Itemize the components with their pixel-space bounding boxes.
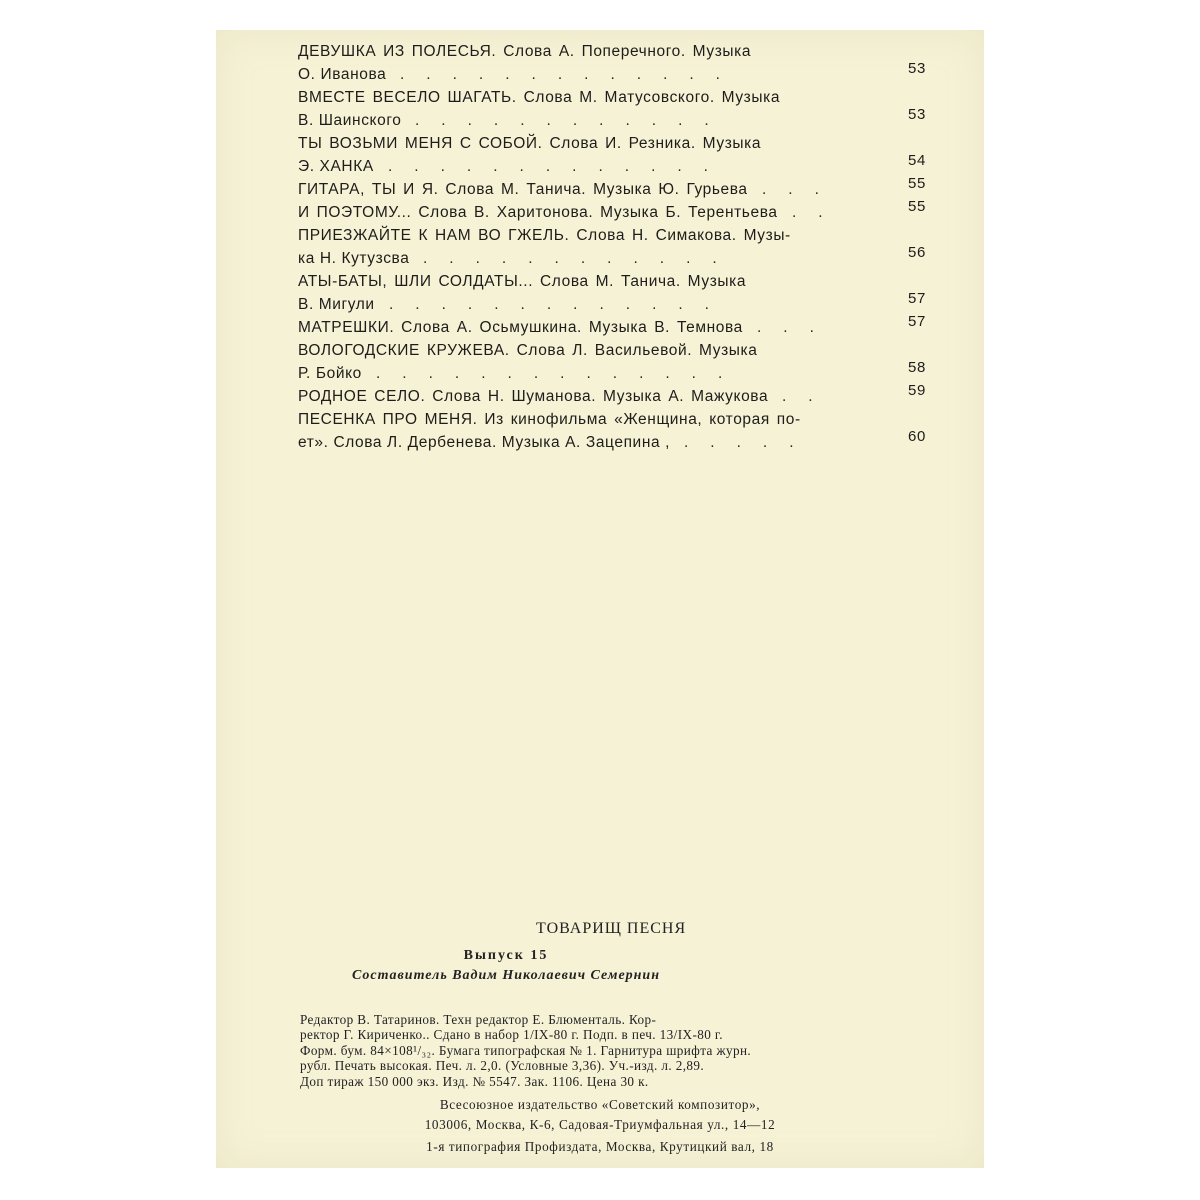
publisher-address: 103006, Москва, К-6, Садовая-Триумфальная ул., 14—12 — [424, 1117, 776, 1132]
toc-entry — [298, 132, 998, 178]
dot-leader: ... — [762, 181, 841, 198]
toc-page-number: 56 — [908, 244, 926, 261]
toc-entry-continuation: В. Шаинского ............ — [298, 109, 998, 132]
imprint-line: Редактор В. Татаринов. Техн редактор Е. Блюменталь. Кор- — [300, 1012, 657, 1027]
imprint-line: Форм. бум. 84×108¹/₃₂. Бумага типографская № 1. Гарнитура шрифта журн. — [300, 1042, 752, 1058]
toc-entry — [298, 224, 998, 270]
toc-entry-title: МАТРЕШКИ. Слова А. Осьмушкина. Музыка В. Темнова ... — [298, 316, 998, 339]
toc-entry — [298, 382, 998, 408]
toc-entry-continuation: Р. Бойко .............. — [298, 362, 998, 385]
toc-entry-title: И ПОЭТОМУ... Слова В. Харитонова. Музыка Б. Терентьева .. — [298, 201, 998, 224]
toc-entry — [298, 313, 998, 339]
toc-entry — [298, 175, 998, 201]
toc-entry-title: ГИТАРА, ТЫ И Я. Слова М. Танича. Музыка Ю. Гурьева ... — [298, 178, 998, 201]
toc-entry-continuation: Э. ХАНКА ............. — [298, 155, 998, 178]
toc-entry-title: ВМЕСТЕ ВЕСЕЛО ШАГАТЬ. Слова М. Матусовского. Музыка — [298, 89, 781, 106]
toc-page-number: 53 — [908, 60, 926, 77]
table-of-contents — [298, 40, 998, 454]
book-page — [216, 30, 984, 1168]
toc-page-number: 58 — [908, 359, 926, 376]
toc-page-number: 55 — [908, 198, 926, 215]
dot-leader: ............. — [400, 66, 742, 83]
toc-page-number: 53 — [908, 106, 926, 123]
dot-leader: .. — [782, 388, 835, 405]
toc-page-number: 57 — [908, 313, 926, 330]
toc-entry-title: РОДНОЕ СЕЛО. Слова Н. Шуманова. Музыка А. Мажукова .. — [298, 385, 998, 408]
toc-entry — [298, 40, 998, 86]
toc-entry-title: ПРИЕЗЖАЙТЕ К НАМ ВО ГЖЕЛЬ. Слова Н. Симакова. Музы- — [298, 227, 791, 244]
dot-leader: ............. — [389, 296, 731, 313]
dot-leader: .............. — [376, 365, 745, 382]
toc-entry-title: ДЕВУШКА ИЗ ПОЛЕСЬЯ. Слова А. Поперечного. Музыка — [298, 43, 752, 60]
toc-entry-title: АТЫ-БАТЫ, ШЛИ СОЛДАТЫ... Слова М. Танича. Музыка — [298, 273, 747, 290]
toc-entry — [298, 408, 998, 454]
toc-page-number: 60 — [908, 428, 926, 445]
toc-entry — [298, 86, 998, 132]
toc-entry — [298, 270, 998, 316]
toc-page-number: 54 — [908, 152, 926, 169]
publisher-name: Всесоюзное издательство «Советский композитор», — [439, 1097, 761, 1112]
dot-leader: ............. — [388, 158, 730, 175]
issue-number: Выпуск 15 — [463, 948, 549, 963]
dot-leader: ... — [757, 319, 836, 336]
toc-entry-title: ВОЛОГОДСКИЕ КРУЖЕВА. Слова Л. Васильевой. Музыка — [298, 342, 758, 359]
imprint-details — [300, 1012, 900, 1089]
toc-page-number: 55 — [908, 175, 926, 192]
toc-entry-title: ПЕСЕНКА ПРО МЕНЯ. Из кинофильма «Женщина, которая по- — [298, 411, 801, 428]
toc-entry — [298, 198, 998, 224]
dot-leader: ............ — [415, 112, 731, 129]
printing-house: 1-я типография Профиздата, Москва, Крутицкий вал, 18 — [426, 1139, 774, 1154]
dot-leader: ..... — [684, 434, 816, 451]
compiler-line: Составитель Вадим Николаевич Семернин — [351, 968, 660, 983]
imprint-line: Доп тираж 150 000 экз. Изд. № 5547. Зак. 1106. Цена 30 к. — [300, 1073, 649, 1089]
toc-entry-title: ТЫ ВОЗЬМИ МЕНЯ С СОБОЙ. Слова И. Резника. Музыка — [298, 135, 762, 152]
toc-page-number: 57 — [908, 290, 926, 307]
toc-entry-continuation: В. Мигули ............. — [298, 293, 998, 316]
dot-leader: ............ — [423, 250, 739, 267]
toc-page-number: 59 — [908, 382, 926, 399]
toc-entry-continuation: ет». Слова Л. Дербенева. Музыка А. Зацепина , ..... — [298, 431, 998, 454]
toc-entry-continuation: ка Н. Кутузсва ............ — [298, 247, 998, 270]
imprint-line: рубл. Печать высокая. Печ. л. 2,0. (Условные 3,36). Уч.-изд. л. 2,89. — [300, 1058, 705, 1074]
toc-entry-continuation: О. Иванова ............. — [298, 63, 998, 86]
toc-entry — [298, 339, 998, 385]
book-title: ТОВАРИЩ ПЕСНЯ — [536, 920, 687, 937]
dot-leader: .. — [792, 204, 845, 221]
imprint-line: ректор Г. Кириченко.. Сдано в набор 1/IX-80 г. Подп. в печ. 13/IX-80 г. — [300, 1027, 723, 1043]
